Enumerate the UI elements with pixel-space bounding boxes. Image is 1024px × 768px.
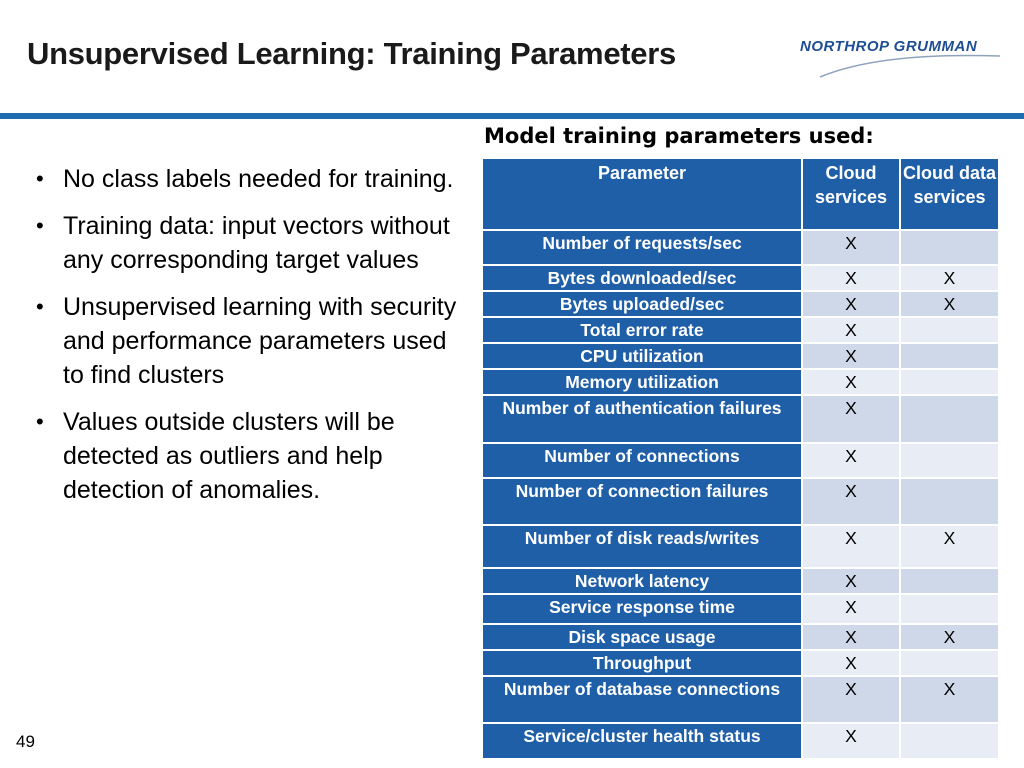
cell-parameter: Memory utilization: [482, 369, 802, 395]
table-row: [482, 343, 999, 369]
cell-cloud-services: X: [802, 723, 900, 759]
column-header-cloud-services: Cloud services: [802, 158, 900, 230]
bullet-item: • Values outside clusters will be detected as outliers and help detection of anomalies.: [28, 405, 458, 507]
cell-cloud-data-services: X: [900, 265, 999, 291]
cell-parameter: Disk space usage: [482, 624, 802, 650]
cell-parameter: Total error rate: [482, 317, 802, 343]
table-row: [482, 395, 999, 443]
bullet-item: • Training data: input vectors without any corresponding target values: [28, 209, 458, 277]
cell-cloud-data-services: [900, 317, 999, 343]
cell-cloud-services: X: [802, 343, 900, 369]
table-row: [482, 594, 999, 624]
cell-parameter: Number of connections: [482, 443, 802, 478]
cell-cloud-services: X: [802, 478, 900, 525]
cell-cloud-services: X: [802, 594, 900, 624]
table-header-row: [482, 158, 999, 230]
table-row: [482, 443, 999, 478]
cell-cloud-data-services: [900, 568, 999, 594]
bullet-list: [28, 162, 458, 520]
cell-cloud-services: X: [802, 525, 900, 568]
cell-cloud-data-services: [900, 723, 999, 759]
bullet-item: • Unsupervised learning with security and performance parameters used to find clusters: [28, 290, 458, 392]
table-row: [482, 317, 999, 343]
cell-parameter: Number of authentication failures: [482, 395, 802, 443]
table-row: [482, 723, 999, 759]
table-row: [482, 568, 999, 594]
slide-title: Unsupervised Learning: Training Parameters: [27, 36, 676, 71]
cell-cloud-data-services: [900, 230, 999, 265]
table-row: [482, 525, 999, 568]
cell-cloud-data-services: [900, 650, 999, 676]
cell-cloud-data-services: X: [900, 624, 999, 650]
cell-cloud-services: X: [802, 624, 900, 650]
cell-parameter: Bytes downloaded/sec: [482, 265, 802, 291]
cell-cloud-services: X: [802, 265, 900, 291]
cell-cloud-data-services: [900, 395, 999, 443]
cell-cloud-services: X: [802, 568, 900, 594]
column-header-cloud-data-services: Cloud data services: [900, 158, 999, 230]
cell-parameter: Number of connection failures: [482, 478, 802, 525]
cell-cloud-services: X: [802, 317, 900, 343]
bullet-item: • No class labels needed for training.: [28, 162, 458, 196]
header-divider: [0, 113, 1024, 119]
cell-cloud-services: X: [802, 650, 900, 676]
page-number: 49: [16, 732, 35, 751]
table-row: [482, 369, 999, 395]
cell-cloud-data-services: X: [900, 291, 999, 317]
cell-parameter: Service/cluster health status: [482, 723, 802, 759]
cell-cloud-data-services: X: [900, 525, 999, 568]
table-row: [482, 676, 999, 723]
cell-parameter: Service response time: [482, 594, 802, 624]
cell-parameter: Bytes uploaded/sec: [482, 291, 802, 317]
table-row: [482, 624, 999, 650]
cell-cloud-data-services: [900, 369, 999, 395]
table-row: [482, 230, 999, 265]
cell-parameter: Throughput: [482, 650, 802, 676]
cell-cloud-services: X: [802, 443, 900, 478]
cell-parameter: Number of database connections: [482, 676, 802, 723]
table-row: [482, 265, 999, 291]
logo-wordmark: NORTHROP GRUMMAN: [800, 38, 978, 55]
cell-cloud-data-services: [900, 478, 999, 525]
cell-cloud-data-services: [900, 443, 999, 478]
cell-cloud-data-services: X: [900, 676, 999, 723]
table-row: [482, 291, 999, 317]
cell-cloud-data-services: [900, 343, 999, 369]
training-parameters-table: [481, 157, 1000, 760]
cell-cloud-services: X: [802, 369, 900, 395]
column-header-parameter: Parameter: [482, 158, 802, 230]
northrop-grumman-logo: [790, 30, 1005, 85]
cell-cloud-services: X: [802, 230, 900, 265]
cell-cloud-services: X: [802, 291, 900, 317]
cell-parameter: Network latency: [482, 568, 802, 594]
table-row: [482, 478, 999, 525]
cell-cloud-services: X: [802, 395, 900, 443]
table-row: [482, 650, 999, 676]
cell-parameter: Number of requests/sec: [482, 230, 802, 265]
cell-cloud-data-services: [900, 594, 999, 624]
table-caption: Model training parameters used:: [484, 124, 874, 148]
cell-parameter: Number of disk reads/writes: [482, 525, 802, 568]
cell-cloud-services: X: [802, 676, 900, 723]
cell-parameter: CPU utilization: [482, 343, 802, 369]
